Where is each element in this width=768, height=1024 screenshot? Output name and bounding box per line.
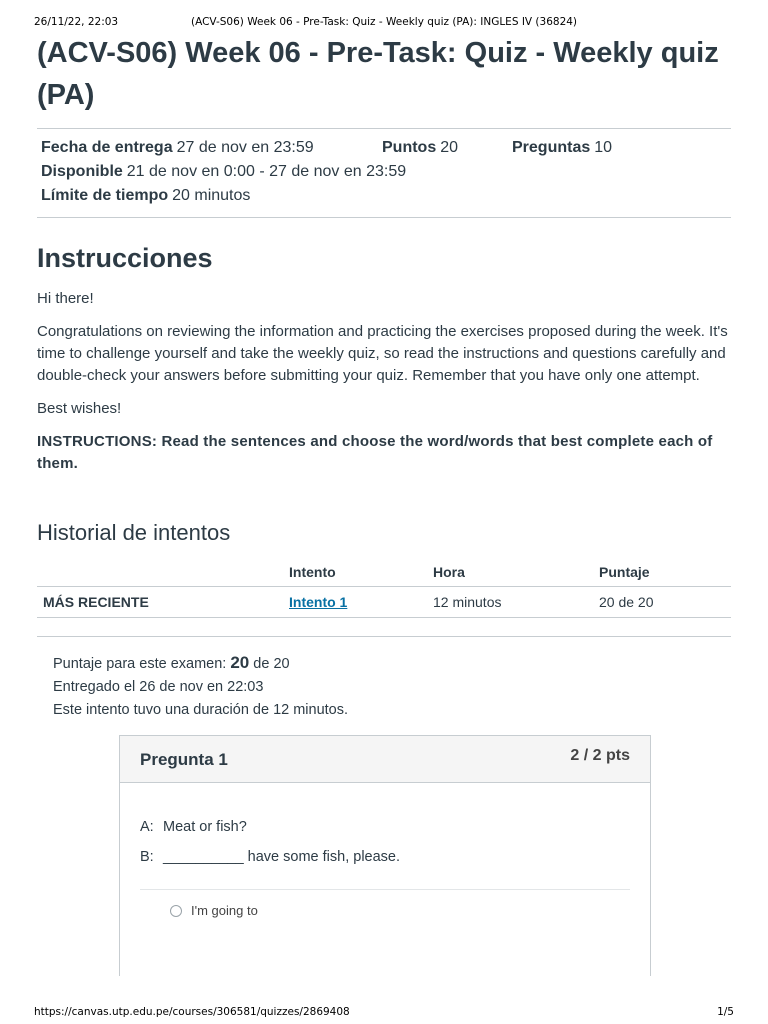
table-row	[37, 587, 731, 618]
dialogue-line	[140, 849, 630, 865]
points-value: 20	[440, 139, 459, 156]
due-date	[41, 136, 382, 160]
quiz-details	[37, 128, 731, 218]
score-cell: 20 de 20	[593, 587, 731, 618]
instructions-heading: Instrucciones	[37, 243, 213, 273]
quiz-content	[37, 32, 731, 976]
due-date-value: 27 de nov en 23:59	[176, 139, 314, 156]
due-date-label: Fecha de entrega	[41, 139, 173, 156]
radio-button[interactable]	[170, 905, 182, 917]
question-header	[120, 736, 650, 783]
column-header-score: Puntaje	[599, 564, 650, 580]
score-line	[53, 651, 731, 676]
answer-option[interactable]	[170, 903, 630, 918]
print-url: https://canvas.utp.edu.pe/courses/306581/quizzes/2869408	[34, 1006, 350, 1018]
points	[382, 136, 512, 160]
page-number: 1/5	[717, 1006, 734, 1018]
submitted-line: Entregado el 26 de nov en 22:03	[53, 679, 264, 695]
speaker-label: B:	[140, 849, 154, 865]
bold-instruction: INSTRUCTIONS: Read the sentences and choose the word/words that best complete each of them.	[37, 433, 713, 472]
divider	[37, 636, 731, 637]
print-date: 26/11/22, 22:03	[34, 16, 119, 28]
questions-value: 10	[594, 139, 613, 156]
answer-option-label: I'm going to	[191, 903, 258, 918]
questions-label: Preguntas	[512, 139, 591, 156]
time-cell: 12 minutos	[427, 587, 593, 618]
attempt-summary	[53, 651, 731, 722]
history-heading: Historial de intentos	[37, 520, 231, 545]
instructions-text: Congratulations on reviewing the information and practicing the exercises proposed during the week. It's time to challenge yourself and take the weekly quiz, so read the instructions and questions carefully and double-check your answers before submitting your quiz. Remember that you have only one attempt.	[37, 323, 728, 384]
question-body	[120, 783, 650, 918]
question-title: Pregunta 1	[140, 750, 228, 769]
instructions-body	[37, 288, 731, 475]
score-value: 20	[230, 653, 250, 672]
column-header-attempt: Intento	[289, 564, 336, 580]
speaker-label: A:	[140, 819, 154, 835]
available-value: 21 de nov en 0:00 - 27 de nov en 23:59	[126, 163, 407, 180]
dialogue-text: __________ have some fish, please.	[163, 849, 401, 865]
question-card	[119, 735, 651, 976]
dialogue-line	[140, 819, 630, 835]
time-limit-value: 20 minutos	[172, 187, 251, 204]
score-prefix: Puntaje para este examen:	[53, 656, 227, 672]
time-limit	[41, 184, 250, 208]
score-suffix: de 20	[253, 656, 290, 672]
attempt-link[interactable]: Intento 1	[289, 594, 348, 610]
page-title: (ACV-S06) Week 06 - Pre-Task: Quiz - Weekly quiz (PA)	[37, 37, 719, 111]
greeting-text: Hi there!	[37, 290, 94, 307]
available	[41, 160, 406, 184]
column-header-time: Hora	[433, 564, 465, 580]
row-label: MÁS RECIENTE	[37, 587, 283, 618]
available-label: Disponible	[41, 163, 123, 180]
time-limit-label: Límite de tiempo	[41, 187, 169, 204]
answer-separator	[140, 889, 630, 890]
questions	[512, 136, 612, 160]
closing-text: Best wishes!	[37, 400, 122, 417]
dialogue-text: Meat or fish?	[163, 819, 247, 835]
column-header-blank	[37, 556, 283, 587]
print-title: (ACV-S06) Week 06 - Pre-Task: Quiz - Weekly quiz (PA): INGLES IV (36824)	[190, 16, 578, 28]
question-points: 2 / 2 pts	[570, 747, 630, 764]
duration-line: Este intento tuvo una duración de 12 minutos.	[53, 702, 349, 718]
table-header-row	[37, 556, 731, 587]
attempt-cell	[283, 587, 427, 618]
points-label: Puntos	[382, 139, 437, 156]
attempts-table	[37, 556, 731, 618]
